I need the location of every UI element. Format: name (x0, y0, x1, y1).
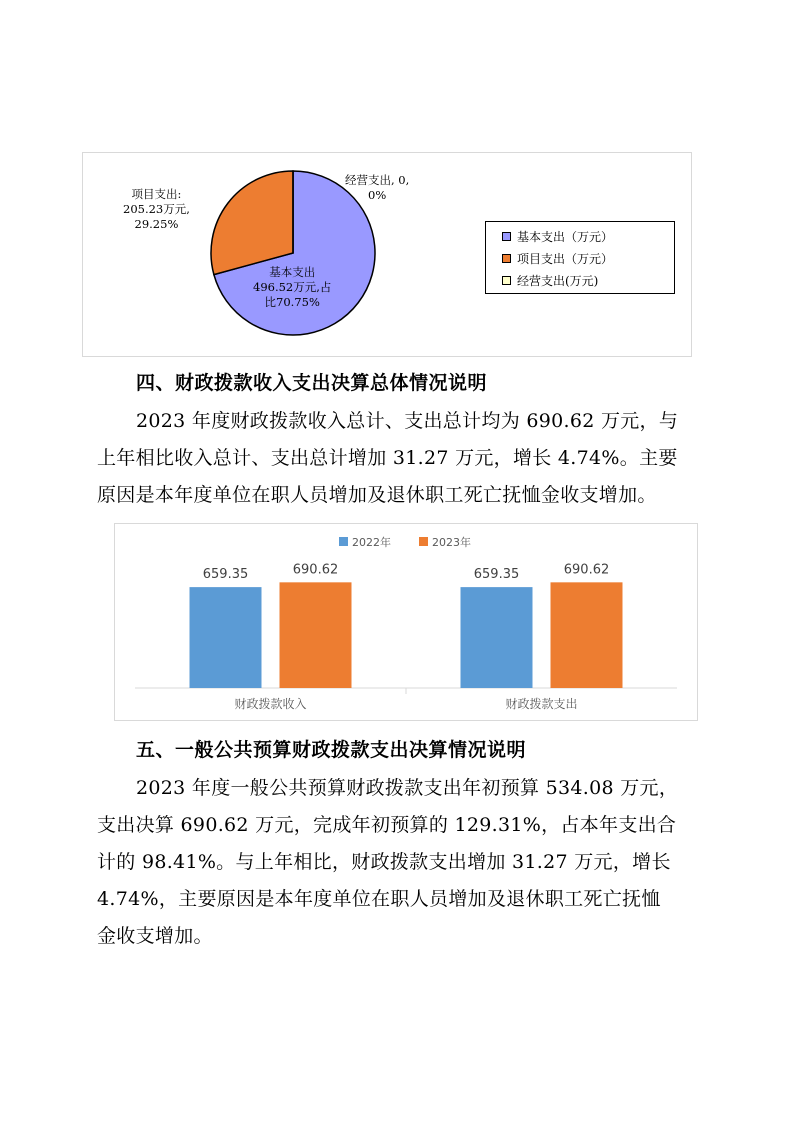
bar-1-1 (190, 587, 262, 688)
bar-chart-frame (114, 523, 698, 721)
pie-legend-label-jiben: 基本支出（万元） (517, 230, 614, 244)
bar-legend-label-2: 2023年 (432, 536, 471, 549)
pie-label-jiben-line1: 基本支出 (269, 265, 316, 279)
section5-heading: 五、一般公共预算财政拨款支出决算情况说明 (136, 739, 527, 761)
bar-2-1 (461, 587, 533, 688)
pie-label-jiben (253, 265, 331, 310)
bar-legend-swatch-2 (419, 537, 428, 546)
section5-line-4: 4.74%，主要原因是本年度单位在职人员增加及退休职工死亡抚恤 (97, 888, 661, 910)
pie-chart-frame (82, 152, 692, 357)
pie-label-xiangmu-line3: 29.25% (134, 217, 179, 231)
bar-legend-label-1: 2022年 (352, 536, 391, 549)
pie-legend-swatch-jiben (502, 232, 511, 241)
bar-chart (115, 524, 697, 720)
pie-legend-item-xiangmu (502, 250, 613, 267)
pie-label-jiben-line2: 496.52万元,占 (253, 280, 332, 294)
pie-label-xiangmu-line2: 205.23万元, (123, 202, 190, 216)
bar-value-label-1-1: 659.35 (202, 567, 249, 583)
bar-category-label-1: 财政拨款收入 (234, 697, 307, 711)
section5-line-1: 2023 年度一般公共预算财政拨款支出年初预算 534.08 万元， (136, 777, 679, 799)
bar-value-label-1-2: 690.62 (292, 562, 339, 578)
bar-1-2 (280, 582, 352, 688)
pie-label-jingying-line2: 0% (368, 188, 387, 202)
pie-legend-label-xiangmu: 项目支出（万元） (517, 252, 614, 266)
section5-line-5: 金收支增加。 (97, 925, 213, 947)
pie-label-jiben-line3: 比70.75% (264, 295, 320, 309)
pie-legend-item-jiben (502, 228, 613, 245)
pie-label-jingying (345, 173, 409, 203)
pie-label-xiangmu (123, 187, 190, 232)
pie-label-jingying-line1: 经营支出, 0, (345, 173, 410, 187)
section5-line-2: 支出决算 690.62 万元，完成年初预算的 129.31%，占本年支出合 (97, 814, 677, 836)
section4-line-3: 原因是本年度单位在职人员增加及退休职工死亡抚恤金收支增加。 (97, 484, 657, 506)
pie-legend-label-jingying: 经营支出(万元) (517, 274, 599, 288)
pie-label-xiangmu-line1: 项目支出: (131, 187, 182, 201)
bar-value-label-2-1: 659.35 (473, 567, 520, 583)
bar-legend-swatch-1 (339, 537, 348, 546)
pie-legend-swatch-jingying (502, 276, 511, 285)
pie-legend-item-jingying (502, 272, 598, 289)
bar-2-2 (551, 582, 623, 688)
pie-legend-swatch-xiangmu (502, 254, 511, 263)
section5-line-3: 计的 98.41%。与上年相比，财政拨款支出增加 31.27 万元，增长 (97, 851, 671, 873)
pie-legend (485, 221, 675, 294)
section4-line-1: 2023 年度财政拨款收入总计、支出总计均为 690.62 万元，与 (136, 410, 679, 432)
bar-category-label-2: 财政拨款支出 (505, 697, 578, 711)
section4-heading: 四、财政拨款收入支出决算总体情况说明 (136, 372, 488, 394)
bar-value-label-2-2: 690.62 (563, 562, 610, 578)
section4-line-2: 上年相比收入总计、支出总计增加 31.27 万元，增长 4.74%。主要 (97, 447, 678, 469)
